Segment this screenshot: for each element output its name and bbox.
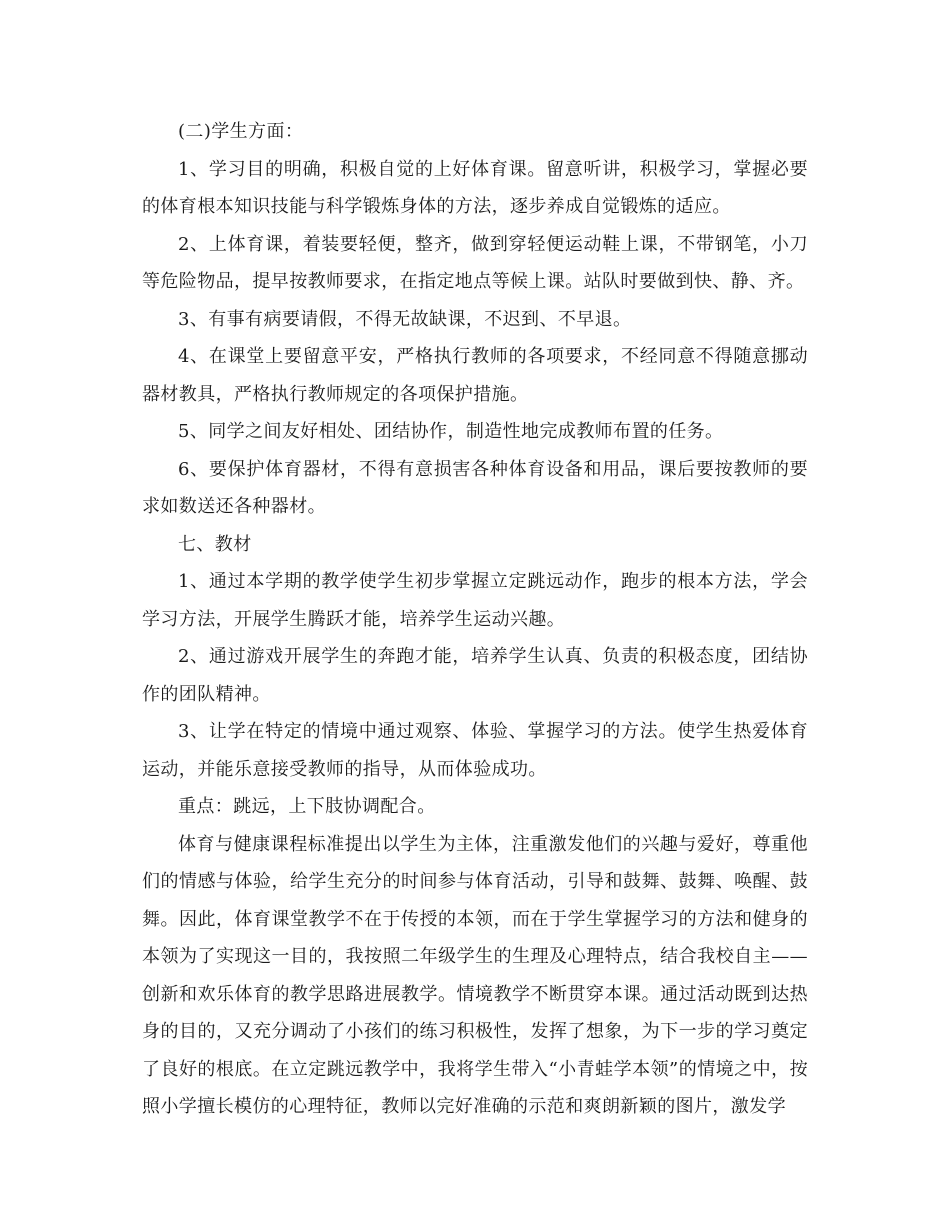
document-body <box>142 113 808 1126</box>
paragraph-textbook-3: 3、让学在特定的情境中通过观察、体验、掌握学习的方法。使学生热爱体育运动，并能乐意接受教师的指导，从而体验成功。 <box>142 721 808 780</box>
section-heading-textbook: 七、教材 <box>178 533 252 555</box>
paragraph-textbook-2: 2、通过游戏开展学生的奔跑才能，培养学生认真、负责的积极态度，团结协作的团队精神。 <box>142 646 808 705</box>
paragraph-item-6: 6、要保护体育器材，不得有意损害各种体育设备和用品，课后要按教师的要求如数送还各种器材。 <box>142 458 808 517</box>
paragraph-textbook-1: 1、通过本学期的教学使学生初步掌握立定跳远动作，跑步的根本方法，学会学习方法，开展学生腾跃才能，培养学生运动兴趣。 <box>142 571 808 630</box>
paragraph-item-2: 2、上体育课，着装要轻便，整齐，做到穿轻便运动鞋上课，不带钢笔，小刀等危险物品，提早按教师要求，在指定地点等候上课。站队时要做到快、静、齐。 <box>142 233 808 292</box>
paragraph-student-aspect-heading: (二)学生方面： <box>178 121 304 142</box>
paragraph-item-3: 3、有事有病要请假，不得无故缺课，不迟到、不早退。 <box>178 308 632 330</box>
paragraph-item-5: 5、同学之间友好相处、团结协作，制造性地完成教师布置的任务。 <box>178 421 724 442</box>
paragraph-key-points: 重点：跳远，上下肢协调配合。 <box>178 796 436 817</box>
paragraph-item-1: 1、学习目的明确，积极自觉的上好体育课。留意听讲，积极学习，掌握必要的体育根本知识技能与科学锻炼身体的方法，逐步养成自觉锻炼的适应。 <box>142 158 808 217</box>
paragraph-item-4: 4、在课堂上要留意平安，严格执行教师的各项要求，不经同意不得随意挪动器材教具，严格执行教师规定的各项保护措施。 <box>142 346 808 405</box>
paragraph-curriculum-standard: 体育与健康课程标准提出以学生为主体，注重激发他们的兴趣与爱好，尊重他们的情感与体验，给学生充分的时间参与体育活动，引导和鼓舞、鼓舞、唤醒、鼓舞。因此，体育课堂教学不在于传授的本领，而在于学生掌握学习的方法和健身的本领为了实现这一目的，我按照二年级学生的生理及心理特点，结合我校自主——创新和欢乐体育的教学思路进展教学。情境教学不断贯穿本课。通过活动既到达热身的目的，又充分调动了小孩们的练习积极性，发挥了想象，为下一步的学习奠定了良好的根底。在立定跳远教学中，我将学生带入“小青蛙学本领”的情境之中，按照小学擅长模仿的心理特征，教师以完好准确的示范和爽朗新颖的图片，激发学 <box>142 833 808 1117</box>
